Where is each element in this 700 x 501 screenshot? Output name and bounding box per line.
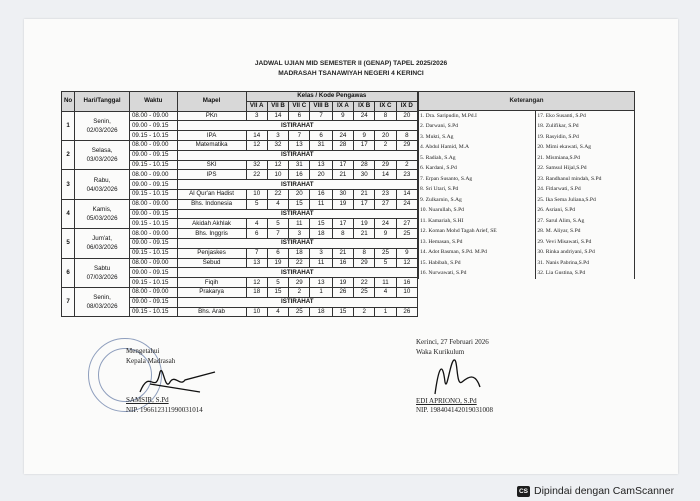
header-class: IX B	[354, 101, 375, 111]
proctor-code-cell: 25	[396, 229, 417, 239]
proctor-code-cell: 7	[267, 229, 288, 239]
proctor-code-cell: 19	[267, 258, 288, 268]
time-cell: 09.00 - 09.15	[129, 121, 177, 131]
schedule-row	[62, 199, 418, 209]
proctor-list-row	[419, 237, 635, 248]
proctor-code-cell: 8	[375, 111, 396, 121]
subject-cell: Prakarya	[177, 287, 246, 297]
proctor-code-cell: 16	[332, 258, 353, 268]
proctor-code-cell: 12	[267, 160, 288, 170]
day-date-cell	[75, 229, 130, 258]
proctor-name: 18. Zulifikar, S.Pd	[536, 121, 635, 132]
proctor-code-cell: 6	[246, 229, 267, 239]
proctor-name: 28. M. Aliyar, S.Pd	[536, 226, 635, 237]
proctor-code-cell: 17	[332, 219, 353, 229]
proctor-code-cell: 7	[246, 248, 267, 258]
break-cell: ISTIRAHAT	[177, 268, 417, 278]
proctor-code-cell: 32	[246, 160, 267, 170]
subject-cell: SKI	[177, 160, 246, 170]
day-date-cell	[75, 258, 130, 287]
subject-cell: Al Qur'an Hadist	[177, 189, 246, 199]
day-name: Selasa,	[91, 147, 113, 155]
proctor-code-cell: 24	[375, 219, 396, 229]
break-cell: ISTIRAHAT	[177, 121, 417, 131]
proctor-code-cell: 9	[332, 111, 353, 121]
subject-cell: Akidah Akhlak	[177, 219, 246, 229]
proctor-list-row	[419, 216, 635, 227]
proctor-code-cell: 15	[289, 199, 310, 209]
proctor-code-cell: 29	[289, 278, 310, 288]
time-cell: 09.15 - 10.15	[129, 219, 177, 229]
break-cell: ISTIRAHAT	[177, 297, 417, 307]
proctor-code-cell: 2	[396, 160, 417, 170]
day-date-cell	[75, 170, 130, 199]
time-cell: 08.00 - 09.00	[129, 111, 177, 121]
header-class: IX D	[396, 101, 417, 111]
header-class: VIII B	[310, 101, 332, 111]
day-number: 2	[62, 140, 75, 169]
proctor-name: 24. Fitlarwati, S.Pd	[536, 184, 635, 195]
proctor-name: 14. Adot Basman, S.Pd. M.Pd	[419, 247, 536, 258]
day-number: 5	[62, 229, 75, 258]
header-class: VII C	[289, 101, 310, 111]
left-signature-line2: Kepala Madrasah	[126, 357, 176, 365]
proctor-code-cell: 19	[354, 219, 375, 229]
proctor-code-cell: 28	[354, 160, 375, 170]
time-cell: 09.00 - 09.15	[129, 150, 177, 160]
time-cell: 09.00 - 09.15	[129, 209, 177, 219]
proctor-code-cell: 23	[396, 170, 417, 180]
right-signature-name: EDI APRIONO, S.Pd	[416, 397, 477, 405]
day-date-cell	[75, 199, 130, 228]
proctor-list-row	[419, 247, 635, 258]
proctor-name: 31. Nanis Pabrina,S.Pd	[536, 258, 635, 269]
proctor-name: 8. Sri Utari, S.Pd	[419, 184, 536, 195]
time-cell: 08.00 - 09.00	[129, 140, 177, 150]
proctor-code-cell: 25	[354, 287, 375, 297]
proctor-name: 29. Vevi Misawati, S.Pd	[536, 237, 635, 248]
proctor-code-cell: 27	[375, 199, 396, 209]
proctor-code-cell: 5	[267, 219, 288, 229]
subject-cell: Penjaskes	[177, 248, 246, 258]
proctor-name: 20. Mimi ekawati, S.Ag	[536, 142, 635, 153]
proctor-name: 10. Nuarullah, S.Pd	[419, 205, 536, 216]
time-cell: 09.15 - 10.15	[129, 131, 177, 141]
proctor-code-cell: 6	[289, 111, 310, 121]
proctor-code-cell: 25	[289, 307, 310, 317]
proctor-code-cell: 2	[375, 140, 396, 150]
proctor-code-cell: 25	[375, 248, 396, 258]
header-kelas: Kelas / Kode Pengawas	[246, 92, 417, 102]
proctor-code-cell: 18	[310, 229, 332, 239]
proctor-name: 27. Sarul Alim, S.Ag	[536, 216, 635, 227]
break-cell: ISTIRAHAT	[177, 180, 417, 190]
subject-cell: IPS	[177, 170, 246, 180]
proctor-code-cell: 20	[310, 170, 332, 180]
proctor-code-cell: 23	[375, 189, 396, 199]
proctor-list-row	[419, 205, 635, 216]
time-cell: 09.00 - 09.15	[129, 297, 177, 307]
proctor-code-cell: 17	[332, 160, 353, 170]
camscanner-text: Dipindai dengan CamScanner	[534, 485, 675, 497]
header-class: VII B	[267, 101, 288, 111]
left-signature-line1: Mengetahui	[126, 347, 160, 355]
proctor-code-cell: 14	[246, 131, 267, 141]
proctor-code-cell: 14	[267, 111, 288, 121]
proctor-code-cell: 16	[396, 278, 417, 288]
time-cell: 09.00 - 09.15	[129, 180, 177, 190]
subject-cell: Matematika	[177, 140, 246, 150]
proctor-code-cell: 26	[396, 307, 417, 317]
day-name: Rabu,	[93, 176, 111, 184]
proctor-code-cell: 4	[267, 199, 288, 209]
proctor-name: 2. Darwani, S.Pd	[419, 121, 536, 132]
day-name: Senin,	[93, 294, 111, 302]
proctor-code-cell: 15	[310, 219, 332, 229]
day-date: 07/03/2026	[86, 273, 118, 281]
day-date: 02/03/2026	[86, 126, 118, 134]
proctor-code-cell: 8	[354, 248, 375, 258]
exam-schedule-table	[61, 91, 418, 317]
proctor-code-cell: 10	[267, 170, 288, 180]
proctor-name: 16. Nurwawati, S.Pd	[419, 268, 536, 279]
proctor-code-cell: 20	[396, 111, 417, 121]
proctor-name: 30. Rinka andriyani, S.Pd	[536, 247, 635, 258]
proctor-name: 11. Kamariah, S.HI	[419, 216, 536, 227]
proctor-name: 15. Habibah, S.Pd	[419, 258, 536, 269]
proctor-code-cell: 14	[396, 189, 417, 199]
break-cell: ISTIRAHAT	[177, 238, 417, 248]
time-cell: 08.00 - 09.00	[129, 229, 177, 239]
proctor-code-cell: 9	[354, 131, 375, 141]
proctor-code-cell: 24	[396, 199, 417, 209]
proctor-list-row	[419, 163, 635, 174]
schedule-row	[62, 140, 418, 150]
header-no: No	[62, 92, 75, 112]
proctor-code-cell: 6	[267, 248, 288, 258]
time-cell: 08.00 - 09.00	[129, 199, 177, 209]
proctor-name: 3. Mukti, S.Ag	[419, 132, 536, 143]
schedule-row	[62, 287, 418, 297]
proctor-code-cell: 10	[246, 307, 267, 317]
proctor-code-cell: 8	[332, 229, 353, 239]
right-handwritten-signature	[420, 352, 500, 397]
proctor-code-cell: 3	[267, 131, 288, 141]
subject-cell: Fiqih	[177, 278, 246, 288]
proctor-code-cell: 11	[375, 278, 396, 288]
proctor-code-cell: 20	[289, 189, 310, 199]
proctor-code-cell: 24	[332, 131, 353, 141]
subject-cell: PKn	[177, 111, 246, 121]
proctor-code-cell: 29	[396, 140, 417, 150]
proctor-name: 25. Ika Sema Juliana,S.Pd	[536, 195, 635, 206]
proctor-code-cell: 12	[246, 140, 267, 150]
proctor-name: 6. Kardani, S.Pd	[419, 163, 536, 174]
proctor-code-cell: 9	[375, 229, 396, 239]
proctor-code-cell: 27	[396, 219, 417, 229]
proctor-code-cell: 17	[354, 199, 375, 209]
proctor-code-cell: 18	[310, 307, 332, 317]
proctor-code-cell: 1	[375, 307, 396, 317]
proctor-code-cell: 30	[332, 189, 353, 199]
time-cell: 09.00 - 09.15	[129, 238, 177, 248]
proctor-list-row	[419, 258, 635, 269]
proctor-name: 7. Erpan Susanto, S.Ag	[419, 174, 536, 185]
right-signature-nip: NIP. 198404142019031008	[416, 406, 494, 414]
schedule-row	[62, 229, 418, 239]
break-cell: ISTIRAHAT	[177, 150, 417, 160]
schedule-row	[62, 111, 418, 121]
schedule-row	[62, 258, 418, 268]
proctor-code-cell: 10	[396, 287, 417, 297]
time-cell: 08.00 - 09.00	[129, 287, 177, 297]
proctor-code-cell: 8	[396, 131, 417, 141]
proctor-code-cell: 22	[267, 189, 288, 199]
proctor-code-cell: 31	[289, 160, 310, 170]
day-date: 03/03/2026	[86, 156, 118, 164]
proctor-code-cell: 26	[332, 287, 353, 297]
camscanner-icon: CS	[518, 487, 529, 495]
proctor-list-row	[419, 132, 635, 143]
proctor-code-cell: 5	[267, 278, 288, 288]
day-date-cell	[75, 287, 130, 316]
proctor-code-cell: 3	[289, 229, 310, 239]
proctor-code-cell: 5	[246, 199, 267, 209]
proctor-code-cell: 13	[289, 140, 310, 150]
proctor-code-cell: 7	[310, 111, 332, 121]
day-date-cell	[75, 140, 130, 169]
proctor-list-row	[419, 174, 635, 185]
proctor-name: 21. Mismiana,S.Pd	[536, 153, 635, 164]
proctor-name: 17. Eko Susanti, S.Pd	[536, 110, 635, 121]
proctor-code-cell: 11	[289, 219, 310, 229]
proctor-code-cell: 9	[396, 248, 417, 258]
day-name: Jum'at,	[92, 235, 112, 243]
proctor-name: 12. Koman Mohd Tagah Arief, SE	[419, 226, 536, 237]
proctor-code-cell: 6	[310, 131, 332, 141]
proctor-name: 13. Hemasan, S.Pd	[419, 237, 536, 248]
proctor-list-row	[419, 142, 635, 153]
schedule-title: JADWAL UJIAN MID SEMESTER II (GENAP) TAPEL 2025/2026	[254, 60, 448, 67]
proctor-code-cell: 30	[354, 170, 375, 180]
day-date: 06/03/2026	[86, 244, 118, 252]
right-signature-line2: Waka Kurikulum	[416, 348, 465, 356]
header-hari: Hari/Tanggal	[75, 92, 130, 112]
day-date-cell	[75, 111, 130, 140]
day-name: Senin,	[93, 117, 111, 125]
proctor-list-row	[419, 268, 635, 279]
school-name: MADRASAH TSANAWIYAH NEGERI 4 KERINCI	[278, 70, 424, 77]
proctor-list-row	[419, 226, 635, 237]
proctor-code-cell: 24	[354, 111, 375, 121]
proctor-code-cell: 4	[375, 287, 396, 297]
camscanner-footer	[517, 485, 674, 497]
proctor-code-cell: 22	[354, 278, 375, 288]
day-name: Kamis,	[92, 205, 112, 213]
proctor-code-cell: 15	[332, 307, 353, 317]
proctor-list-row	[419, 110, 635, 121]
header-mapel: Mapel	[177, 92, 246, 112]
time-cell: 08.00 - 09.00	[129, 258, 177, 268]
schedule-row	[62, 170, 418, 180]
break-cell: ISTIRAHAT	[177, 209, 417, 219]
proctor-code-cell: 20	[375, 131, 396, 141]
proctor-name: 22. Samsul Hijal,S.Pd	[536, 163, 635, 174]
time-cell: 09.15 - 10.15	[129, 248, 177, 258]
left-signature-nip: NIP. 196612311990031014	[126, 406, 203, 414]
proctor-code-cell: 29	[354, 258, 375, 268]
proctor-name: 4. Abdul Hamid, M.A	[419, 142, 536, 153]
proctor-code-cell: 4	[267, 307, 288, 317]
proctor-code-cell: 3	[310, 248, 332, 258]
time-cell: 08.00 - 09.00	[129, 170, 177, 180]
proctor-code-cell: 10	[246, 189, 267, 199]
proctor-code-cell: 16	[310, 189, 332, 199]
day-number: 1	[62, 111, 75, 140]
proctor-code-cell: 13	[246, 258, 267, 268]
day-number: 4	[62, 199, 75, 228]
header-class: VII A	[246, 101, 267, 111]
proctor-list-row	[419, 184, 635, 195]
proctor-code-cell: 22	[289, 258, 310, 268]
day-date: 04/03/2026	[86, 185, 118, 193]
time-cell: 09.15 - 10.15	[129, 278, 177, 288]
proctor-name: 26. Asriani, S.Pd	[536, 205, 635, 216]
proctor-name: 9. Zulkarnin, S.Ag	[419, 195, 536, 206]
proctor-name: 5. Radiah, S.Ag	[419, 153, 536, 164]
time-cell: 09.15 - 10.15	[129, 189, 177, 199]
proctor-code-cell: 15	[267, 287, 288, 297]
proctor-code-cell: 29	[375, 160, 396, 170]
proctor-code-cell: 4	[246, 219, 267, 229]
proctor-code-cell: 12	[396, 258, 417, 268]
proctor-code-cell: 12	[246, 278, 267, 288]
proctor-name: 19. Rasyidin, S.Pd	[536, 132, 635, 143]
proctor-list-row	[419, 195, 635, 206]
proctor-code-cell: 21	[332, 170, 353, 180]
header-keterangan: Keterangan	[419, 92, 635, 111]
header-class: IX C	[375, 101, 396, 111]
header-class: IX A	[332, 101, 353, 111]
proctor-code-cell: 19	[332, 278, 353, 288]
subject-cell: Bhs. Indonesia	[177, 199, 246, 209]
proctor-code-cell: 7	[289, 131, 310, 141]
proctor-code-cell: 32	[267, 140, 288, 150]
proctor-code-cell: 21	[332, 248, 353, 258]
proctor-code-cell: 13	[310, 278, 332, 288]
proctor-code-cell: 18	[289, 248, 310, 258]
day-number: 6	[62, 258, 75, 287]
proctor-code-cell: 31	[310, 140, 332, 150]
time-cell: 09.00 - 09.15	[129, 268, 177, 278]
proctor-code-cell: 21	[354, 229, 375, 239]
proctor-code-cell: 22	[246, 170, 267, 180]
proctor-list-row	[419, 153, 635, 164]
proctor-code-cell: 14	[375, 170, 396, 180]
time-cell: 09.15 - 10.15	[129, 160, 177, 170]
day-number: 7	[62, 287, 75, 316]
day-date: 05/03/2026	[86, 214, 118, 222]
header-waktu: Waktu	[129, 92, 177, 112]
day-number: 3	[62, 170, 75, 199]
subject-cell: Sebud	[177, 258, 246, 268]
proctor-code-cell: 19	[332, 199, 353, 209]
left-signature-name: SAMSIR, S.Pd	[126, 396, 169, 404]
proctor-code-cell: 3	[246, 111, 267, 121]
proctor-code-cell: 2	[289, 287, 310, 297]
proctor-code-cell: 18	[246, 287, 267, 297]
proctor-code-cell: 17	[354, 140, 375, 150]
keterangan-table	[418, 91, 635, 279]
subject-cell: Bhs. Arab	[177, 307, 246, 317]
proctor-code-cell: 5	[375, 258, 396, 268]
proctor-code-cell: 28	[332, 140, 353, 150]
proctor-code-cell: 21	[354, 189, 375, 199]
proctor-code-cell: 16	[289, 170, 310, 180]
proctor-name: 1. Dra. Saripudin, M.Pd.I	[419, 110, 536, 121]
right-signature-line1: Kerinci, 27 Februari 2026	[416, 338, 489, 346]
proctor-list-row	[419, 121, 635, 132]
time-cell: 09.15 - 10.15	[129, 307, 177, 317]
proctor-code-cell: 11	[310, 199, 332, 209]
subject-cell: IPA	[177, 131, 246, 141]
day-date: 08/03/2026	[86, 303, 118, 311]
proctor-name: 23. Randhanul mindah, S.Pd	[536, 174, 635, 185]
proctor-code-cell: 1	[310, 287, 332, 297]
proctor-code-cell: 13	[310, 160, 332, 170]
subject-cell: Bhs. Inggris	[177, 229, 246, 239]
proctor-name: 32. Lia Gustina, S.Pd	[536, 268, 635, 279]
proctor-code-cell: 11	[310, 258, 332, 268]
proctor-code-cell: 2	[354, 307, 375, 317]
day-name: Sabtu	[93, 264, 111, 272]
